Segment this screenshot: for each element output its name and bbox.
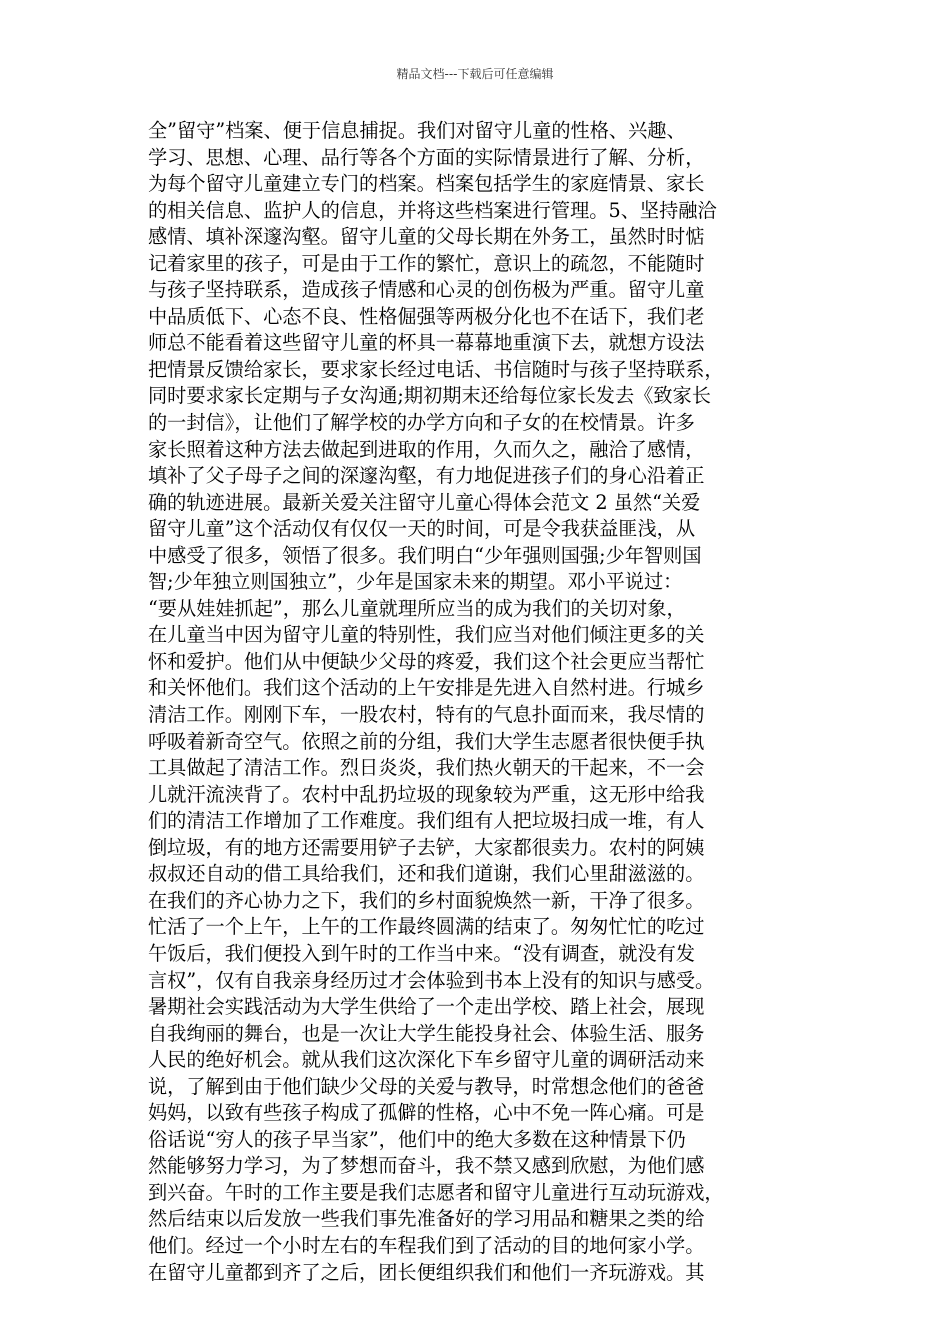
- text-line: 留守儿童”这个活动仅有仅仅一天的时间，可是令我获益匪浅，从: [148, 517, 696, 541]
- text-line: 自我绚丽的舞台，也是一次让大学生能投身社会、体验生活、服务: [148, 1021, 705, 1045]
- text-line: 呼吸着新奇空气。依照之前的分组，我们大学生志愿者很快便手执: [148, 729, 705, 753]
- text-line: 中感受了很多，领悟了很多。我们明白“少年强则国强;少年智则国: [148, 543, 702, 567]
- text-line: 们的清洁工作增加了工作难度。我们组有人把垃圾扫成一堆，有人: [148, 809, 705, 833]
- text-line: 他们。经过一个小时左右的车程我们到了活动的目的地何家小学。: [148, 1233, 705, 1257]
- text-line: 清洁工作。刚刚下车，一股农村，特有的气息扑面而来，我尽情的: [148, 703, 705, 727]
- text-line: 把情景反馈给家长，要求家长经过电话、书信随时与孩子坚持联系，: [148, 357, 724, 381]
- text-line: 同时要求家长定期与子女沟通;期初期末还给每位家长发去《致家长: [148, 384, 711, 408]
- page-header: 精品文档---下载后可任意编辑: [396, 67, 554, 81]
- text-line: 妈妈，以致有些孩子构成了孤僻的性格，心中不免一阵心痛。可是: [148, 1101, 705, 1125]
- text-line: 俗话说“穷人的孩子早当家”，他们中的绝大多数在这种情景下仍: [148, 1127, 686, 1151]
- text-line: 感情、填补深邃沟壑。留守儿童的父母长期在外务工，虽然时时惦: [148, 225, 705, 249]
- text-line: 确的轨迹进展。最新关爱关注留守儿童心得体会范文 2 虽然“关爱: [148, 490, 701, 514]
- text-line: 中品质低下、心态不良、性格倔强等两极分化也不在话下，我们老: [148, 304, 705, 328]
- text-line: 记着家里的孩子，可是由于工作的繁忙，意识上的疏忽，不能随时: [148, 251, 705, 275]
- text-line: 家长照着这种方法去做起到进取的作用，久而久之，融洽了感情，: [148, 437, 705, 461]
- text-line: 和关怀他们。我们这个活动的上午安排是先进入自然村进。行城乡: [148, 676, 705, 700]
- text-line: 然后结束以后发放一些我们事先准备好的学习用品和糖果之类的给: [148, 1207, 705, 1231]
- text-line: 师总不能看着这些留守儿童的杯具一幕幕地重演下去，就想方设法: [148, 331, 705, 355]
- text-line: 暑期社会实践活动为大学生供给了一个走出学校、踏上社会，展现: [148, 995, 705, 1019]
- text-line: 儿就汗流浃背了。农村中乱扔垃圾的现象较为严重，这无形中给我: [148, 782, 705, 806]
- text-line: 怀和爱护。他们从中便缺少父母的疼爱，我们这个社会更应当帮忙: [148, 649, 705, 673]
- text-line: 与孩子坚持联系，造成孩子情感和心灵的创伤极为严重。留守儿童: [148, 278, 705, 302]
- text-line: 填补了父子母子之间的深邃沟壑，有力地促进孩子们的身心沿着正: [148, 464, 705, 488]
- text-line: 在我们的齐心协力之下，我们的乡村面貌焕然一新，干净了很多。: [148, 888, 705, 912]
- text-line: 的一封信》，让他们了解学校的办学方向和子女的在校情景。许多: [148, 411, 695, 435]
- text-line: 午饭后，我们便投入到午时的工作当中来。“没有调查，就没有发: [148, 941, 696, 965]
- text-line: 叔叔还自动的借工具给我们，还和我们道谢，我们心里甜滋滋的。: [148, 862, 705, 886]
- text-line: 到兴奋。午时的工作主要是我们志愿者和留守儿童进行互动玩游戏，: [148, 1180, 724, 1204]
- text-line: 的相关信息、监护人的信息，并将这些档案进行管理。5、坚持融洽: [148, 198, 717, 222]
- text-line: 学习、思想、心理、品行等各个方面的实际情景进行了解、分析，: [148, 145, 705, 169]
- text-line: “要从娃娃抓起”，那么儿童就理所应当的成为我们的关切对象，: [148, 596, 686, 620]
- text-line: 倒垃圾，有的地方还需要用铲子去铲，大家都很卖力。农村的阿姨: [148, 835, 705, 859]
- text-line: 工具做起了清洁工作。烈日炎炎，我们热火朝天的干起来，不一会: [148, 756, 705, 780]
- text-line: 为每个留守儿童建立专门的档案。档案包括学生的家庭情景、家长: [148, 172, 705, 196]
- text-line: 智;少年独立则国独立”，少年是国家未来的期望。邓小平说过：: [148, 570, 683, 594]
- text-line: 在儿童当中因为留守儿童的特别性，我们应当对他们倾注更多的关: [148, 623, 705, 647]
- text-line: 在留守儿童都到齐了之后，团长便组织我们和他们一齐玩游戏。其: [148, 1260, 705, 1284]
- text-line: 全”留守”档案、便于信息捕捉。我们对留守儿童的性格、兴趣、: [148, 119, 686, 142]
- text-line: 人民的绝好机会。就从我们这次深化下车乡留守儿童的调研活动来: [148, 1048, 705, 1072]
- text-line: 说，了解到由于他们缺少父母的关爱与教导，时常想念他们的爸爸: [148, 1074, 705, 1098]
- text-line: 言权”，仅有自我亲身经历过才会体验到书本上没有的知识与感受。: [148, 968, 715, 992]
- text-line: 忙活了一个上午，上午的工作最终圆满的结束了。匆匆忙忙的吃过: [148, 915, 705, 939]
- document-body: [148, 118, 828, 1286]
- text-line: 然能够努力学习，为了梦想而奋斗，我不禁又感到欣慰，为他们感: [148, 1154, 705, 1178]
